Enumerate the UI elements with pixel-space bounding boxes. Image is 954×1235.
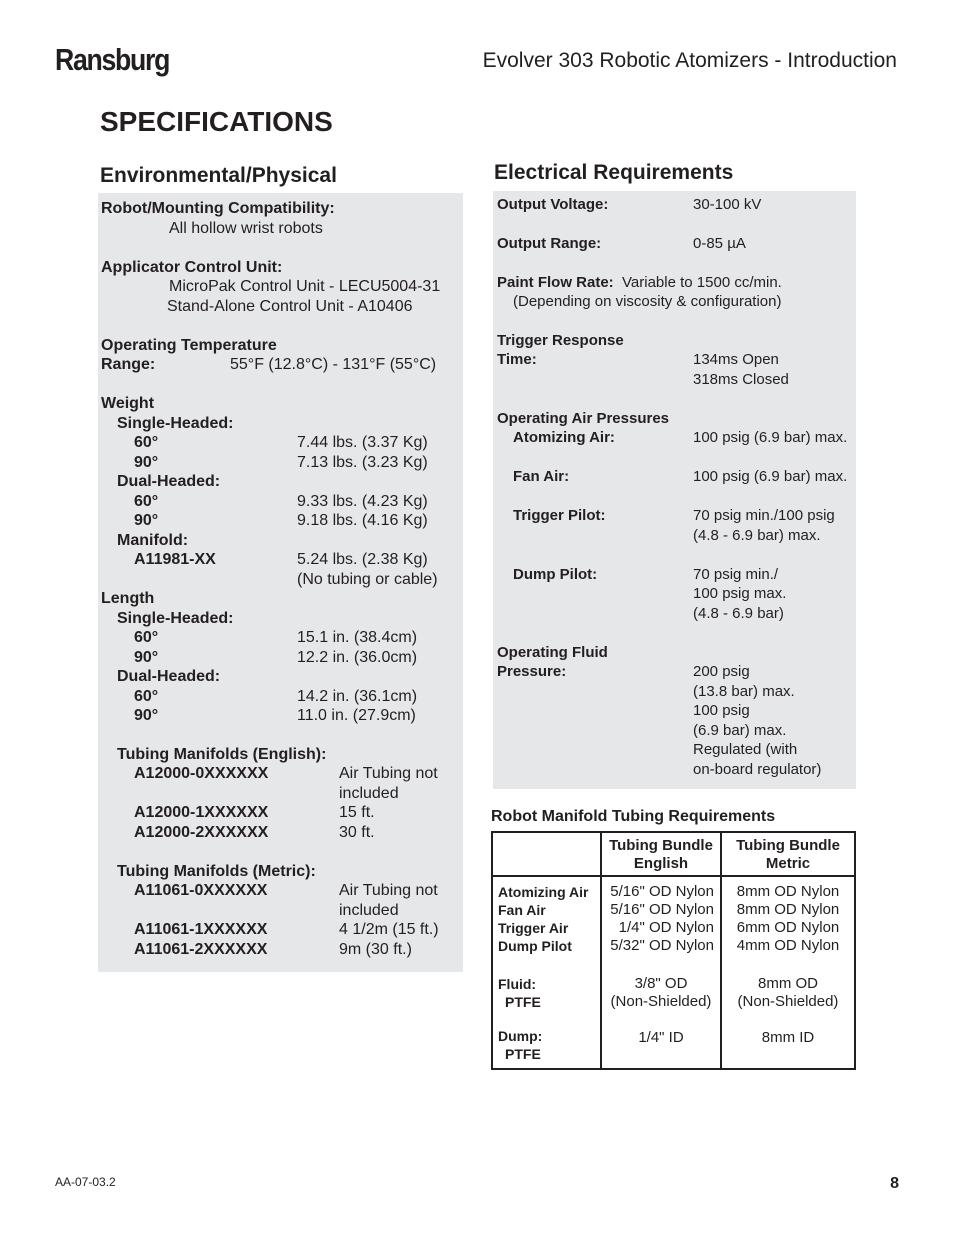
weight-dual-label: Dual-Headed: [117,473,221,490]
row-label-trigger-air: Trigger Air [498,920,569,936]
fluid-pressure-value-6: on-board regulator) [693,761,822,778]
tubing-metric-1-part: A11061-1XXXXXX [134,921,268,938]
robot-compat-value: All hollow wrist robots [169,220,323,237]
weight-single-90-label: 90° [134,454,159,471]
weight-manifold-value-2: (No tubing or cable) [297,571,438,588]
table-row [492,876,855,1069]
header-metric-line-2: Metric [765,855,811,872]
table-header-english [601,832,721,876]
length-single-90-value: 12.2 in. (36.0cm) [297,649,418,666]
english-values-cell [601,876,721,1069]
metric-fluid-1: 8mm OD [758,975,818,992]
english-atomizing-air: 5/16" OD Nylon [610,883,714,900]
environmental-section-title: Environmental/Physical [100,164,337,187]
weight-label: Weight [101,395,155,412]
weight-manifold-value-1: 5.24 lbs. (2.38 Kg) [297,551,428,568]
header-metric-line-1: Tubing Bundle [736,837,840,854]
tubing-english-label: Tubing Manifolds (English): [117,746,327,763]
weight-dual-90-value: 9.18 lbs. (4.16 Kg) [297,512,428,529]
tubing-metric-2-part: A11061-2XXXXXX [134,941,268,958]
atomizing-air-value: 100 psig (6.9 bar) max. [693,429,848,446]
temp-value: 55°F (12.8°C) - 131°F (55°C) [230,356,437,373]
row-label-dump-pilot: Dump Pilot [498,938,572,954]
english-fan-air: 5/16" OD Nylon [610,901,714,918]
metric-trigger-air: 6mm OD Nylon [736,919,840,936]
header-english-line-1: Tubing Bundle [609,837,713,854]
table-header-empty [492,832,601,876]
metric-values-cell [721,876,855,1069]
robot-compat-label: Robot/Mounting Compatibility: [101,200,335,217]
document-code: AA-07-03.2 [55,1175,116,1189]
length-dual-90-label: 90° [134,707,159,724]
tubing-metric-0-part: A11061-0XXXXXX [134,882,268,899]
weight-dual-60-value: 9.33 lbs. (4.23 Kg) [297,493,428,510]
weight-single-60-value: 7.44 lbs. (3.37 Kg) [297,434,428,451]
tubing-metric-1-value: 4 1/2m (15 ft.) [339,921,439,938]
length-single-60-label: 60° [134,629,159,646]
tubing-metric-0-value-2: included [339,902,399,919]
english-trigger-air: 1/4" OD Nylon [618,919,714,936]
paint-flow-value: Variable to 1500 cc/min. [622,274,782,291]
trigger-pilot-value-2: (4.8 - 6.9 bar) max. [693,527,821,544]
tubing-english-0-value-1: Air Tubing not [339,765,438,782]
tubing-english-1-part: A12000-1XXXXXX [134,804,269,821]
atomizing-air-label: Atomizing Air: [513,429,615,446]
weight-manifold-label: Manifold: [117,532,189,549]
row-labels-cell [492,876,601,1069]
length-dual-90-value: 11.0 in. (27.9cm) [297,707,416,724]
dump-pilot-value-3: (4.8 - 6.9 bar) [693,605,784,622]
english-dump: 1/4" ID [638,1029,684,1046]
temp-label-2: Range: [101,356,156,373]
metric-atomizing-air: 8mm OD Nylon [736,883,840,900]
length-label: Length [101,590,155,607]
fluid-pressure-label-1: Operating Fluid [497,644,608,661]
length-dual-60-label: 60° [134,688,159,705]
length-single-60-value: 15.1 in. (38.4cm) [297,629,418,646]
fan-air-label: Fan Air: [513,468,570,485]
row-label-fan-air: Fan Air [498,902,546,918]
tubing-english-2-value: 30 ft. [339,824,375,841]
tubing-english-1-value: 15 ft. [339,804,375,821]
weight-single-90-value: 7.13 lbs. (3.23 Kg) [297,454,428,471]
fluid-pressure-label-2: Pressure: [497,663,567,680]
table-header-metric [721,832,855,876]
tubing-metric-0-value-1: Air Tubing not [339,882,438,899]
english-fluid-2: (Non-Shielded) [610,993,712,1010]
trigger-response-value-2: 318ms Closed [693,371,789,388]
trigger-response-label-1: Trigger Response [497,332,624,349]
tubing-english-2-part: A12000-2XXXXXX [134,824,269,841]
row-label-fluid-ptfe: PTFE [505,994,541,1010]
output-voltage-label: Output Voltage: [497,196,609,213]
row-label-fluid: Fluid: [498,976,537,992]
fluid-pressure-value-4: (6.9 bar) max. [693,722,787,739]
length-dual-label: Dual-Headed: [117,668,221,685]
paint-flow-label: Paint Flow Rate: [497,274,614,291]
length-single-90-label: 90° [134,649,159,666]
fluid-pressure-value-5: Regulated (with [693,741,798,758]
weight-dual-90-label: 90° [134,512,159,529]
table-header-row [492,832,855,876]
row-label-dump: Dump: [498,1028,543,1044]
electrical-panel [493,191,856,789]
trigger-pilot-label: Trigger Pilot: [513,507,606,524]
fan-air-value: 100 psig (6.9 bar) max. [693,468,848,485]
metric-dump: 8mm ID [761,1029,815,1046]
environmental-panel [98,193,463,972]
brand-logo: Ransburg [55,42,170,77]
weight-single-60-label: 60° [134,434,159,451]
temp-label-1: Operating Temperature [101,337,277,354]
electrical-section-title: Electrical Requirements [494,161,734,184]
english-dump-pilot: 5/32" OD Nylon [610,937,714,954]
trigger-response-label-2: Time: [497,351,537,368]
weight-manifold-part: A11981-XX [134,551,216,568]
document-title: Evolver 303 Robotic Atomizers - Introduction [482,49,897,72]
output-range-value: 0-85 µA [693,235,746,252]
tubing-metric-2-value: 9m (30 ft.) [339,941,412,958]
trigger-response-value-1: 134ms Open [693,351,779,368]
acu-value-2: Stand-Alone Control Unit - A10406 [167,298,413,315]
english-fluid-1: 3/8" OD [634,975,688,992]
tubing-english-0-value-2: included [339,785,399,802]
length-single-label: Single-Headed: [117,610,234,627]
paint-flow-note: (Depending on viscosity & configuration) [513,293,782,310]
fluid-pressure-value-3: 100 psig [693,702,750,719]
paint-flow-row [497,273,782,292]
dump-pilot-value-1: 70 psig min./ [693,566,779,583]
header-english-line-2: English [633,855,689,872]
metric-fan-air: 8mm OD Nylon [736,901,840,918]
output-voltage-value: 30-100 kV [693,196,762,213]
tubing-requirements-table [491,831,856,1070]
page-number: 8 [890,1175,899,1192]
fluid-pressure-value-2: (13.8 bar) max. [693,683,795,700]
row-label-atomizing-air: Atomizing Air [498,884,589,900]
metric-fluid-2: (Non-Shielded) [737,993,839,1010]
tubing-metric-label: Tubing Manifolds (Metric): [117,863,316,880]
row-label-dump-ptfe: PTFE [505,1046,541,1062]
length-dual-60-value: 14.2 in. (36.1cm) [297,688,418,705]
trigger-pilot-value-1: 70 psig min./100 psig [693,507,835,524]
dump-pilot-label: Dump Pilot: [513,566,598,583]
dump-pilot-value-2: 100 psig max. [693,585,787,602]
output-range-label: Output Range: [497,235,602,252]
air-pressures-label: Operating Air Pressures [497,410,670,427]
page-heading: SPECIFICATIONS [100,106,333,137]
fluid-pressure-value-1: 200 psig [693,663,750,680]
metric-dump-pilot: 4mm OD Nylon [736,937,840,954]
weight-single-label: Single-Headed: [117,415,234,432]
tubing-english-0-part: A12000-0XXXXXX [134,765,269,782]
acu-label: Applicator Control Unit: [101,259,283,276]
acu-value-1: MicroPak Control Unit - LECU5004-31 [169,278,441,295]
tubing-table-title: Robot Manifold Tubing Requirements [491,808,776,825]
weight-dual-60-label: 60° [134,493,159,510]
